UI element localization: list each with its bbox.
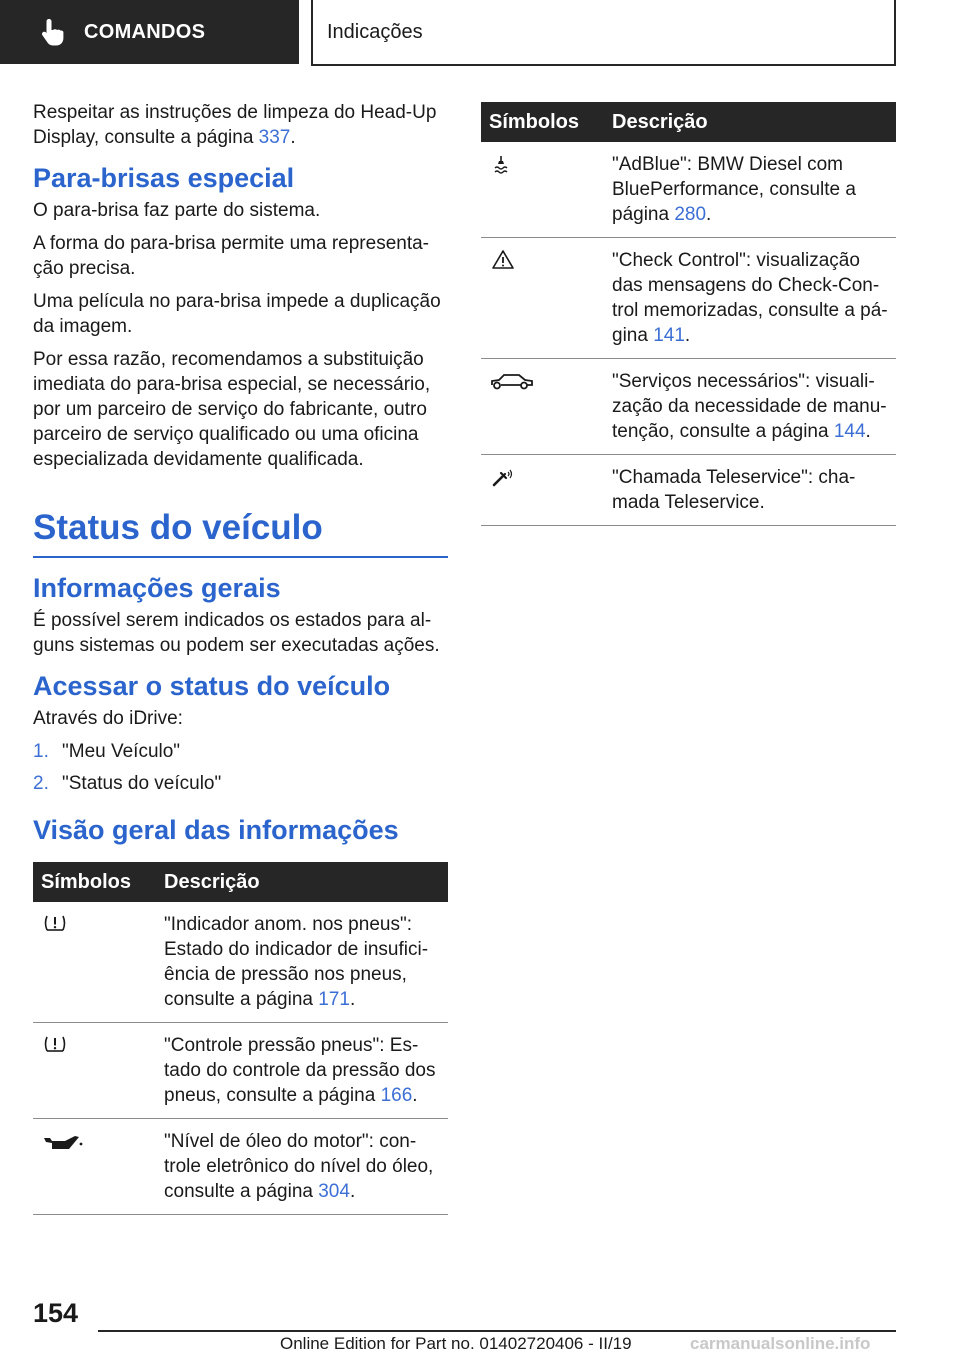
page-link-337[interactable]: 337 — [258, 127, 291, 148]
edition-note: Online Edition for Part no. 01402720406 - II/19 — [280, 1334, 632, 1353]
paragraph: Através do iDrive: — [33, 708, 183, 729]
table-row — [33, 1023, 448, 1119]
page-link-141[interactable]: 141 — [653, 325, 685, 346]
table-row — [481, 455, 896, 526]
subsection-title: Indicações — [327, 20, 423, 43]
table-header-symbols: Símbolos — [33, 862, 156, 902]
tire-pressure-warning-icon — [41, 912, 81, 938]
page-number: 154 — [33, 1298, 79, 1328]
table-row — [481, 359, 896, 455]
heading-overview: Visão geral das informações — [33, 815, 399, 845]
heading-access-status: Acessar o status do veículo — [33, 671, 391, 701]
wrench-call-icon — [489, 465, 529, 491]
page-link-166[interactable]: 166 — [380, 1085, 413, 1106]
paragraph: Por essa razão, recomendamos a substituição imediata do para-brisa especial, se necessário, por um parceiro de serviço do fabricante, outro parceiro de serviço qualificado ou uma oficina especializada devidamente qualificada. — [33, 349, 431, 470]
page-link-171[interactable]: 171 — [318, 989, 350, 1010]
table-description: "Serviços necessários": visuali-zação da necessidade de manu-tenção, consulte a página 144. — [604, 359, 896, 455]
heading-general-info: Informações gerais — [33, 573, 281, 603]
right-column — [481, 102, 896, 526]
table-row — [481, 238, 896, 359]
heading-special-windshield: Para-brisas especial — [33, 163, 295, 193]
footer-divider — [98, 1330, 896, 1332]
table-header-description: Descrição — [156, 862, 448, 902]
heading-vehicle-status: Status do veículo — [33, 506, 448, 558]
paragraph: O para-brisa faz parte do sistema. — [33, 200, 321, 221]
subsection-header — [311, 0, 896, 66]
section-title: COMANDOS — [84, 20, 206, 43]
list-item: 2. "Status do veículo" — [33, 773, 222, 794]
table-description: "Nível de óleo do motor": con-trole eletrônico do nível do óleo, consulte a página 304. — [156, 1119, 448, 1215]
steps-list — [33, 739, 448, 796]
table-description: "Check Control": visualização das mensagens do Check-Con-trol memorizadas, consulte a pá-gina 141. — [604, 238, 896, 359]
page-link-280[interactable]: 280 — [674, 204, 707, 225]
hand-pointer-icon — [38, 15, 68, 49]
symbols-table-right — [481, 102, 896, 526]
paragraph: Uma película no para-brisa impede a duplicação da imagem. — [33, 291, 441, 337]
symbols-table-left — [33, 862, 448, 1215]
page-link-304[interactable]: 304 — [318, 1181, 350, 1202]
table-header-description: Descrição — [604, 102, 896, 142]
table-description: "Indicador anom. nos pneus": Estado do indicador de insufici-ência de pressão nos pneus, consulte a página 171. — [156, 902, 448, 1023]
paragraph: A forma do para-brisa permite uma representa-ção precisa. — [33, 233, 430, 279]
section-header — [0, 0, 299, 64]
table-row — [481, 142, 896, 238]
table-header-symbols: Símbolos — [481, 102, 604, 142]
oil-can-icon — [41, 1129, 81, 1155]
page-link-144[interactable]: 144 — [833, 421, 866, 442]
list-item: 1. "Meu Veículo" — [33, 741, 181, 762]
table-row — [33, 1119, 448, 1215]
tire-pressure-warning-icon — [41, 1033, 81, 1059]
table-description: "AdBlue": BMW Diesel com BluePerformance, consulte a página 280. — [604, 142, 896, 238]
car-service-icon — [489, 369, 529, 395]
intro-paragraph: Respeitar as instruções de limpeza do Head-Up Display, consulte a página 337. — [33, 102, 437, 148]
watermark: carmanualsonline.info — [690, 1334, 871, 1353]
warning-triangle-icon — [489, 248, 529, 274]
table-description: "Chamada Teleservice": cha-mada Teleservice. — [604, 455, 896, 526]
paragraph: É possível serem indicados os estados para al-guns sistemas ou podem ser executadas ações. — [33, 610, 440, 656]
adblue-icon — [489, 152, 529, 178]
table-row — [33, 902, 448, 1023]
left-column — [33, 100, 448, 1215]
table-description: "Controle pressão pneus": Es-tado do controle da pressão dos pneus, consulte a página 166. — [156, 1023, 448, 1119]
